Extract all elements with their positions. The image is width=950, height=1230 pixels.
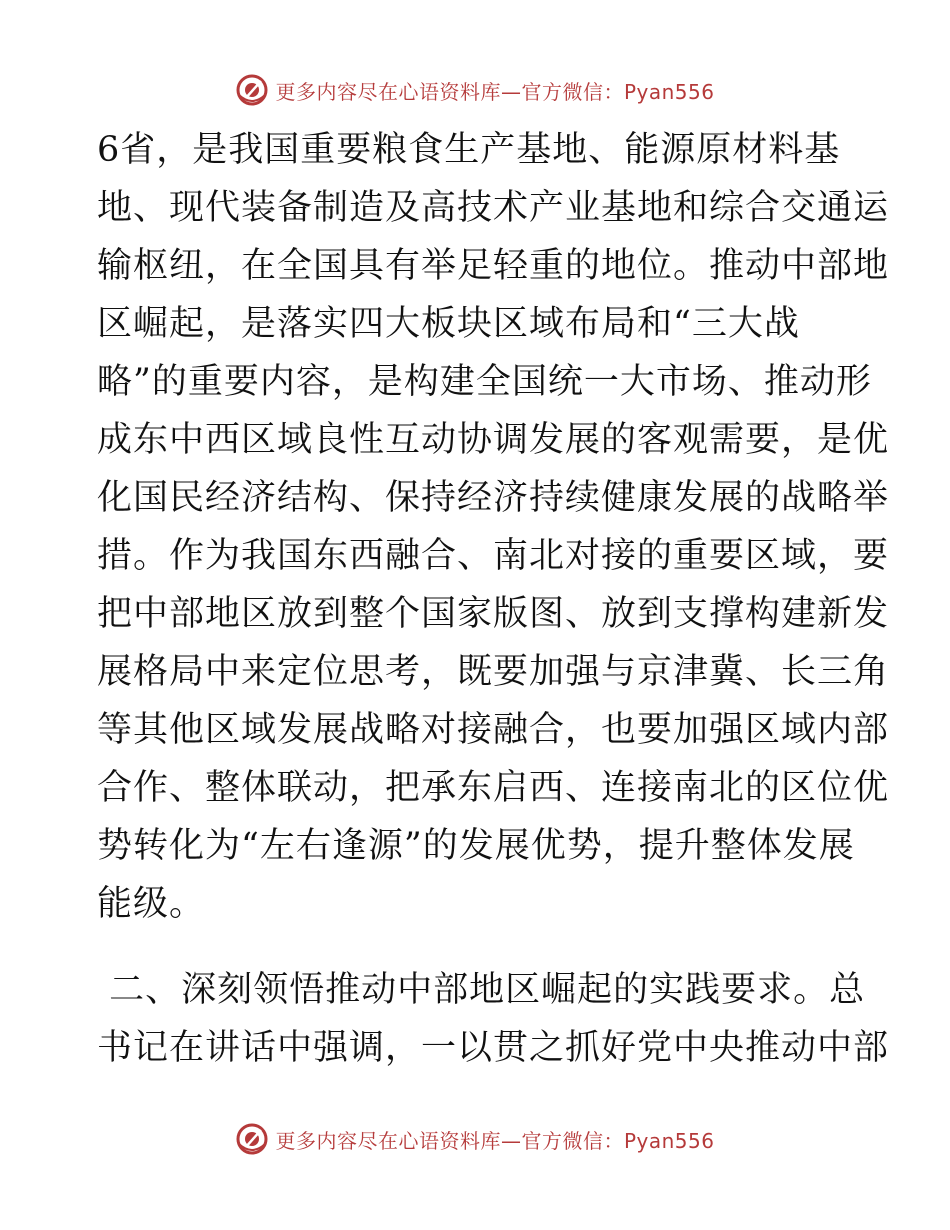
text-line: 成东中西区域良性互动协调发展的客观需要，是优 [97, 420, 890, 460]
text-line: 势转化为“左右逢源”的发展优势，提升整体发展 [97, 826, 855, 866]
text-line: 化国民经济结构、保持经济持续健康发展的战略举 [97, 478, 890, 518]
document-body [97, 121, 890, 1077]
text-line: 把中部地区放到整个国家版图、放到支撑构建新发 [97, 594, 890, 634]
footer-banner-text: 更多内容尽在心语资料库—官方微信：Pyan556 [275, 1128, 715, 1153]
paragraph-2 [97, 961, 890, 1077]
text-line: 二、深刻领悟推动中部地区崛起的实践要求。总 [97, 970, 866, 1010]
text-line: 等其他区域发展战略对接融合，也要加强区域内部 [97, 710, 890, 750]
text-line: 书记在讲话中强调，一以贯之抓好党中央推动中部 [97, 1028, 890, 1068]
text-line: 地、现代装备制造及高技术产业基地和综合交通运 [97, 188, 890, 228]
text-line: 区崛起，是落实四大板块区域布局和“三大战 [97, 304, 800, 344]
text-line: 6省，是我国重要粮食生产基地、能源原材料基 [97, 130, 841, 170]
footer-banner [0, 1117, 950, 1161]
paragraph-gap [97, 933, 867, 961]
logo-icon [235, 73, 269, 107]
logo-icon [235, 1122, 269, 1156]
header-banner-text: 更多内容尽在心语资料库—官方微信：Pyan556 [275, 79, 715, 104]
text-line: 输枢纽，在全国具有举足轻重的地位。推动中部地 [97, 246, 890, 286]
text-line: 略”的重要内容，是构建全国统一大市场、推动形 [97, 362, 872, 402]
header-banner [0, 68, 950, 112]
text-line: 合作、整体联动，把承东启西、连接南北的区位优 [97, 768, 890, 808]
text-line: 措。作为我国东西融合、南北对接的重要区域，要 [97, 536, 890, 576]
text-line: 展格局中来定位思考，既要加强与京津冀、长三角 [97, 652, 890, 692]
text-line: 能级。 [97, 884, 206, 924]
paragraph-1 [97, 121, 890, 933]
